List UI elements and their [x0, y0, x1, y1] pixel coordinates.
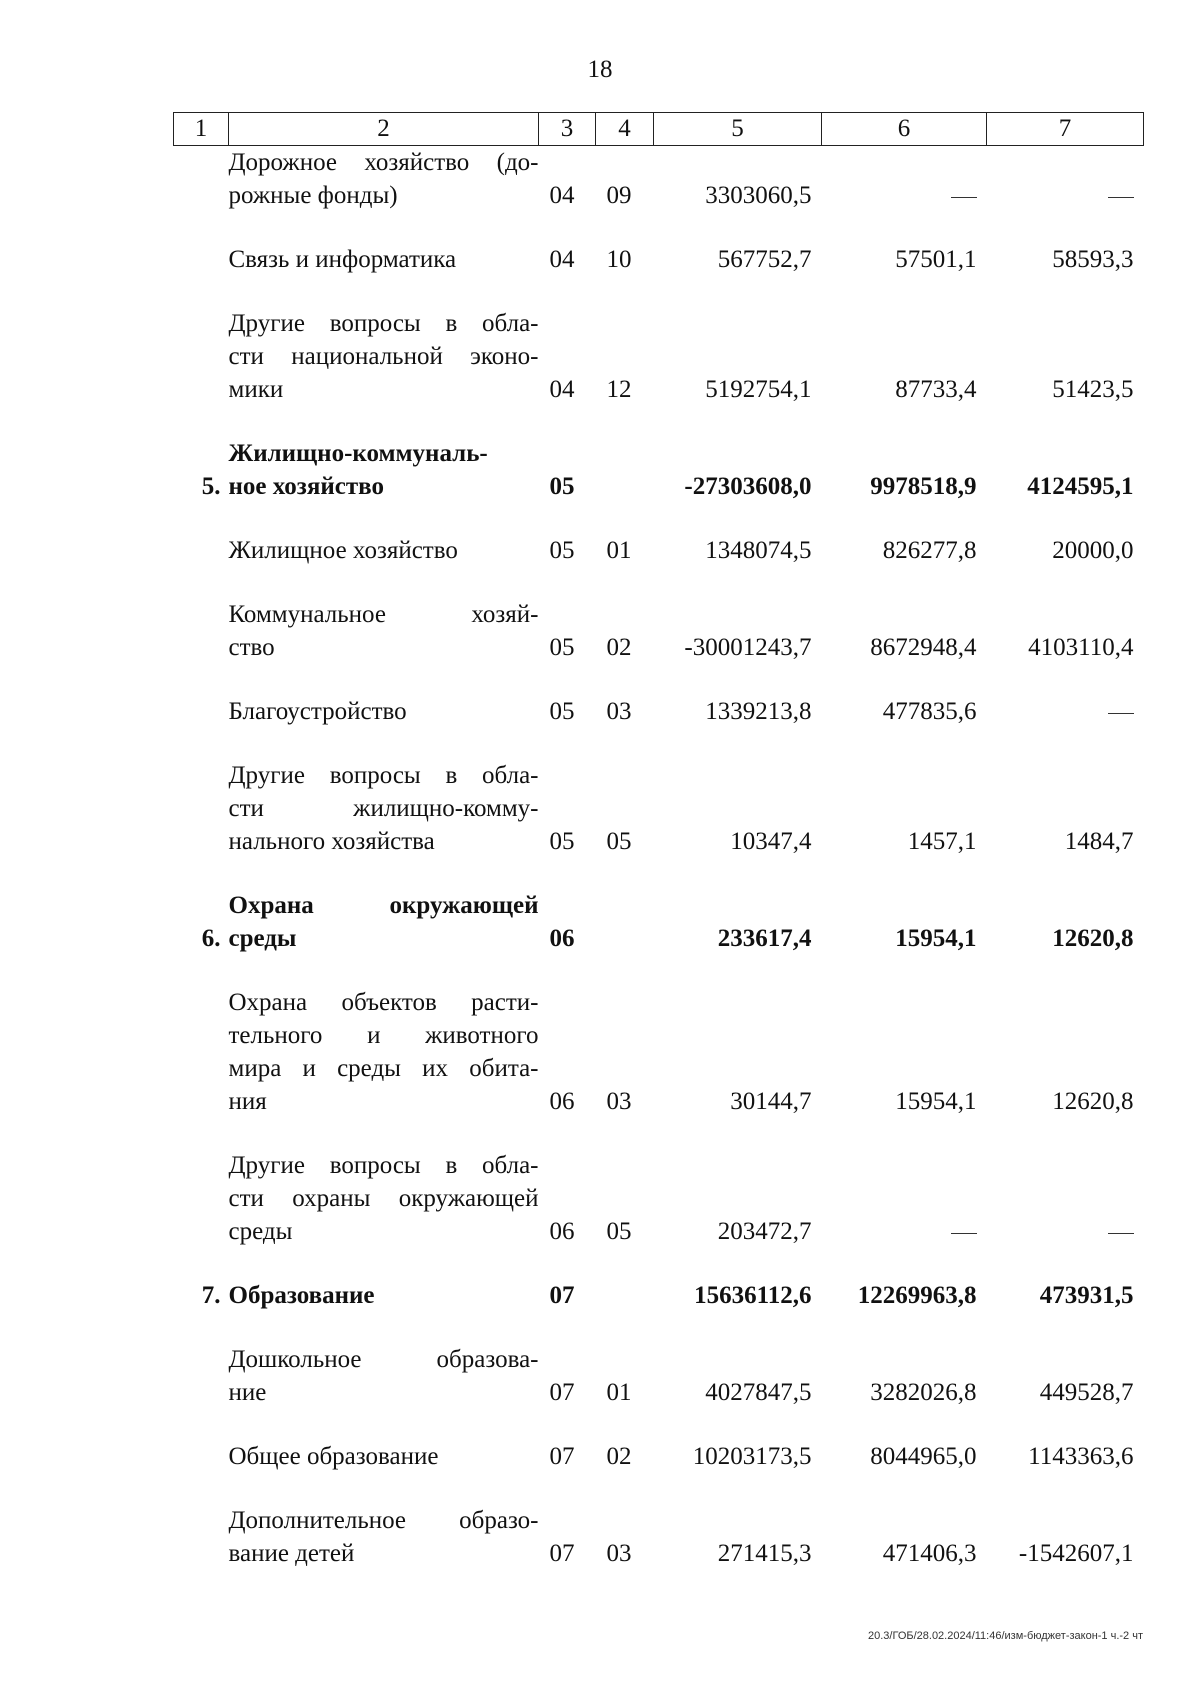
row-name-line: Коммунальное хозяй- — [228, 601, 539, 628]
value-col-7: 449528,7 — [1039, 1379, 1134, 1406]
row-name — [229, 1440, 539, 1504]
row-name — [229, 986, 539, 1149]
row-name-line: Охрана объектов расти- — [228, 989, 539, 1016]
value-col-6: 477835,6 — [882, 698, 977, 725]
row-number — [174, 243, 229, 307]
value-col-7: 12620,8 — [1052, 925, 1134, 952]
value-col-6: 8044965,0 — [870, 1443, 977, 1470]
subsection-code: 01 — [606, 537, 632, 564]
row-name-line: Охрана окружающей — [228, 892, 539, 919]
value-col-5: 203472,7 — [717, 1218, 812, 1245]
section-code: 06 — [549, 925, 575, 952]
row-name-line: Другие вопросы в обла- — [228, 310, 539, 337]
row-name-line: Дошкольное образова- — [228, 1346, 539, 1373]
value-col-6: 9978518,9 — [870, 473, 977, 500]
table-row — [174, 1440, 1144, 1504]
subsection-code: 10 — [606, 246, 632, 273]
row-number — [174, 759, 229, 889]
row-number — [174, 1343, 229, 1440]
page-number: 18 — [587, 56, 613, 83]
value-col-7: 20000,0 — [1052, 537, 1134, 564]
value-col-7: 51423,5 — [1052, 376, 1134, 403]
row-name — [229, 307, 539, 437]
value-col-6 — [822, 146, 987, 244]
row-name — [229, 534, 539, 598]
subsection-code: 12 — [606, 376, 632, 403]
table-row — [174, 1149, 1144, 1279]
value-col-5: 10203173,5 — [692, 1443, 812, 1470]
value-col-7: 58593,3 — [1052, 246, 1134, 273]
row-name-line: Жилищное хозяйство — [228, 537, 458, 564]
value-col-7: 12620,8 — [1052, 1088, 1134, 1115]
value-col-5: 15636112,6 — [694, 1282, 812, 1309]
value-col-5: 3303060,5 — [705, 182, 812, 209]
header-col-4: 4 — [596, 113, 654, 146]
subsection-code: 09 — [606, 182, 632, 209]
section-code: 04 — [549, 376, 575, 403]
value-col-5: -30001243,7 — [684, 634, 812, 661]
value-col-7 — [987, 146, 1144, 244]
row-name-line: рожные фонды) — [228, 182, 398, 209]
section-code: 05 — [549, 698, 575, 725]
row-name — [229, 1504, 539, 1570]
row-name-line: Образование — [228, 1282, 375, 1309]
value-col-7 — [987, 1149, 1144, 1279]
row-number — [174, 146, 229, 244]
table-row — [174, 759, 1144, 889]
row-name-line: сти национальной эконо- — [228, 343, 539, 370]
document-footer: 20.3/ГОБ/28.02.2024/11:46/изм-бюджет-закон-1 ч.-2 чт — [868, 1630, 1143, 1642]
row-name-line: ное хозяйство — [228, 473, 384, 500]
row-name-line: Дорожное хозяйство (до- — [228, 149, 539, 176]
row-number — [174, 695, 229, 759]
value-col-7: 4124595,1 — [1027, 473, 1134, 500]
row-name-line: среды — [228, 1218, 293, 1245]
header-col-5: 5 — [654, 113, 822, 146]
row-name — [229, 1343, 539, 1440]
section-code: 05 — [549, 537, 575, 564]
value-col-6: 87733,4 — [895, 376, 977, 403]
row-name-line: ство — [228, 634, 275, 661]
table-row — [174, 307, 1144, 437]
row-name — [229, 1279, 539, 1343]
row-name-line: Связь и информатика — [228, 246, 457, 273]
row-name-line: среды — [228, 925, 297, 952]
table-header — [174, 113, 1144, 146]
value-col-6: 1457,1 — [907, 828, 977, 855]
subsection-code: 03 — [606, 698, 632, 725]
section-code: 04 — [549, 246, 575, 273]
row-name — [229, 759, 539, 889]
subsection-code: 02 — [606, 1443, 632, 1470]
section-code: 05 — [549, 634, 575, 661]
row-name-line: Другие вопросы в обла- — [228, 762, 539, 789]
section-code: 06 — [549, 1088, 575, 1115]
section-code: 07 — [549, 1379, 575, 1406]
table-row — [174, 695, 1144, 759]
row-number — [174, 534, 229, 598]
header-col-3: 3 — [539, 113, 596, 146]
value-col-6: 826277,8 — [882, 537, 977, 564]
row-number: 5. — [201, 473, 221, 500]
row-name-line: сти жилищно-комму- — [228, 795, 539, 822]
table-row — [174, 598, 1144, 695]
subsection-code — [596, 437, 654, 534]
table-row — [174, 243, 1144, 307]
dash-placeholder — [951, 197, 977, 198]
table-row — [174, 1343, 1144, 1440]
subsection-code: 05 — [606, 1218, 632, 1245]
row-name-line: Общее образование — [228, 1443, 439, 1470]
value-col-7: 473931,5 — [1039, 1282, 1134, 1309]
row-name-line: нального хозяйства — [228, 828, 435, 855]
value-col-5: -27303608,0 — [684, 473, 812, 500]
value-col-7 — [987, 695, 1144, 759]
value-col-7: 1143363,6 — [1028, 1443, 1134, 1470]
row-number — [174, 1440, 229, 1504]
section-code: 04 — [549, 182, 575, 209]
row-name-line: вание детей — [228, 1540, 355, 1567]
row-name-line: тельного и животного — [228, 1022, 539, 1049]
table-row — [174, 437, 1144, 534]
value-col-5: 10347,4 — [730, 828, 812, 855]
value-col-6: 8672948,4 — [870, 634, 977, 661]
value-col-5: 1339213,8 — [705, 698, 812, 725]
table-row — [174, 1279, 1144, 1343]
section-code: 06 — [549, 1218, 575, 1245]
table-row — [174, 534, 1144, 598]
value-col-5: 567752,7 — [717, 246, 812, 273]
value-col-5: 4027847,5 — [705, 1379, 812, 1406]
row-number — [174, 986, 229, 1149]
value-col-7: -1542607,1 — [1018, 1540, 1134, 1567]
value-col-7: 4103110,4 — [1028, 634, 1134, 661]
row-name-line: Благоустройство — [228, 698, 407, 725]
row-name-line: Жилищно-коммуналь- — [228, 440, 488, 467]
table-row — [174, 1504, 1144, 1570]
row-number: 7. — [201, 1282, 221, 1309]
row-name — [229, 598, 539, 695]
row-name — [229, 243, 539, 307]
header-col-7: 7 — [987, 113, 1144, 146]
subsection-code: 03 — [606, 1540, 632, 1567]
row-name-line: ния — [228, 1088, 267, 1115]
subsection-code: 03 — [606, 1088, 632, 1115]
value-col-6: 57501,1 — [895, 246, 977, 273]
dash-placeholder — [1108, 1233, 1134, 1234]
row-name — [229, 889, 539, 986]
row-name-line: Другие вопросы в обла- — [228, 1152, 539, 1179]
value-col-6: 15954,1 — [895, 1088, 977, 1115]
value-col-5: 233617,4 — [717, 925, 812, 952]
table-body — [174, 146, 1144, 1571]
dash-placeholder — [1108, 713, 1134, 714]
subsection-code: 05 — [606, 828, 632, 855]
subsection-code: 01 — [606, 1379, 632, 1406]
value-col-5: 271415,3 — [717, 1540, 812, 1567]
value-col-5: 30144,7 — [730, 1088, 812, 1115]
row-name — [229, 437, 539, 534]
subsection-code — [596, 889, 654, 986]
value-col-6: 15954,1 — [895, 925, 977, 952]
row-name-line: Дополнительное образо- — [228, 1507, 539, 1534]
row-number — [174, 598, 229, 695]
row-number — [174, 307, 229, 437]
table-row — [174, 986, 1144, 1149]
row-number: 6. — [201, 925, 221, 952]
header-col-2: 2 — [229, 113, 539, 146]
row-name — [229, 695, 539, 759]
dash-placeholder — [951, 1233, 977, 1234]
budget-table — [173, 112, 1144, 1570]
section-code: 07 — [549, 1443, 575, 1470]
row-name — [229, 1149, 539, 1279]
row-name — [229, 146, 539, 244]
section-code: 07 — [549, 1540, 575, 1567]
table-row — [174, 889, 1144, 986]
value-col-6: 12269963,8 — [857, 1282, 977, 1309]
table-row — [174, 146, 1144, 244]
section-code: 05 — [549, 473, 575, 500]
value-col-7: 1484,7 — [1064, 828, 1134, 855]
section-code: 05 — [549, 828, 575, 855]
subsection-code — [596, 1279, 654, 1343]
value-col-6 — [822, 1149, 987, 1279]
header-col-1: 1 — [174, 113, 229, 146]
row-number — [174, 1504, 229, 1570]
row-name-line: ние — [228, 1379, 267, 1406]
value-col-5: 5192754,1 — [705, 376, 812, 403]
row-name-line: мики — [228, 376, 284, 403]
subsection-code: 02 — [606, 634, 632, 661]
row-name-line: сти охраны окружающей — [228, 1185, 539, 1212]
value-col-6: 3282026,8 — [870, 1379, 977, 1406]
header-col-6: 6 — [822, 113, 987, 146]
row-number — [174, 1149, 229, 1279]
dash-placeholder — [1108, 197, 1134, 198]
value-col-6: 471406,3 — [882, 1540, 977, 1567]
row-name-line: мира и среды их обита- — [228, 1055, 539, 1082]
section-code: 07 — [549, 1282, 575, 1309]
value-col-5: 1348074,5 — [705, 537, 812, 564]
